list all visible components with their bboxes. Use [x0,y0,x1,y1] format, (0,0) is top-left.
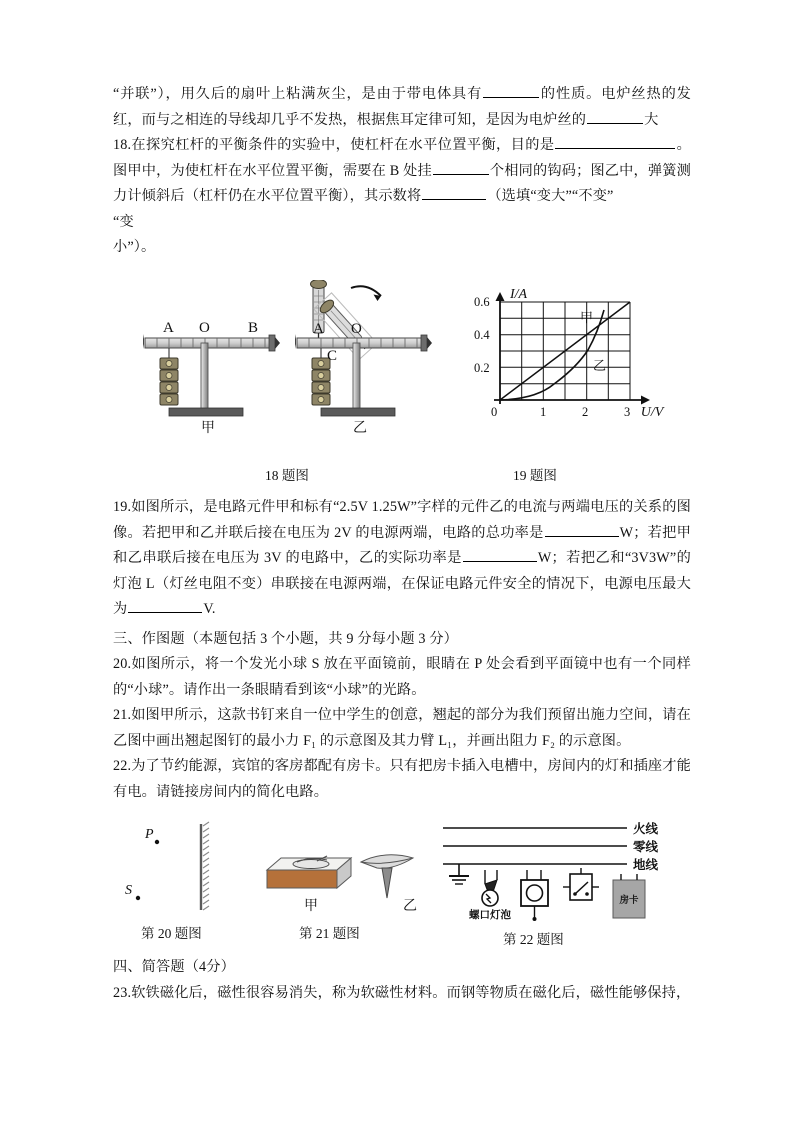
q18-seg2: 。图甲中，为使杠杆在水平位置平衡，需要在 B 处挂 [113,137,691,179]
section-3-title: 三、作图题（本题包括 3 个小题，共 9 分每小题 3 分） [113,630,459,647]
q19-number: 19. [113,499,132,515]
socket-symbol [521,870,548,921]
label-A: A [163,320,174,336]
tack-on-board [267,856,351,914]
label-tack-yi: 乙 [403,899,417,914]
q18-seg5: （选填“变大”“不变” [487,188,614,204]
earth-ground-symbol [449,864,469,884]
series-label-jia: 甲 [580,310,594,325]
label-room-card: 房卡 [619,895,639,906]
lever-apparatus-figure [143,280,443,450]
xtick-2: 2 [582,405,589,419]
ytick-0.2: 0.2 [474,361,490,375]
q19-seg7: 电压最大为 [113,575,691,617]
question-18-cont-b [113,235,691,261]
answer-blank[interactable] [555,134,675,149]
iv-characteristic-chart [458,280,673,445]
y-axis-label: I/A [510,287,528,302]
room-card-symbol [613,874,645,918]
label-screw-lamp: 螺口灯泡 [469,909,511,921]
q19-seg2: 的图像。若把甲和乙并联后接在电压为 2V 的电源两端，电路的总功率是 [113,499,691,541]
q19-seg8: V. [203,601,216,617]
thumbtack-figure [253,836,433,916]
q21-seg2: 在乙图中画出翘起图钉的最小力 F₁ 的示意图及其力臂 L₁，并画出阻力 F₂ 的示意图。 [113,707,691,749]
q22-seg1: 为了节约能源，宾馆的客房都配有房卡。只有把房卡插入电槽中，房间内的灯和插座 [131,758,663,774]
q18-seg7: 小”）。 [113,239,156,255]
q18-number: 18. [113,137,132,153]
weight-stack [312,358,330,405]
answer-blank[interactable] [433,160,489,175]
question-17-tail [113,82,691,133]
q19-seg3: W；若 [619,524,663,541]
question-22 [113,754,691,805]
household-circuit-figure [431,818,689,928]
section-4-title: 四、简答题（4分） [113,959,235,975]
q19-seg6: 3W”的灯泡 L（灯丝电阻不变）串联接在电源两端，在保证电路元件安全的情况下，电源 [113,550,691,592]
ytick-0.6: 0.6 [474,295,490,309]
rotation-arrow [351,286,381,296]
label-O: O [199,320,210,336]
text-block-bottom [113,955,691,1006]
label-C: C [327,348,338,364]
q19-seg4: 把甲和乙串联后接在电压为 3V 的电路中，乙的实际功率是 [113,524,691,566]
q18-seg1: 在探究杠杆的平衡条件的实验中，使杠杆在水平位置平衡，目的是 [131,137,555,153]
figure-caption-20: 第 20 题图 [141,926,202,941]
q21-seg1: 如图甲所示，这款书钉来自一位中学生的创意，翘起的部分为我们预留出施力空间，请 [131,707,677,723]
supply-rails [443,828,627,864]
q21-number: 21. [113,707,132,723]
label-B: B [248,320,259,336]
xtick-3: 3 [624,405,631,419]
question-20 [113,652,691,703]
ytick-0.4: 0.4 [474,328,490,342]
question-18 [113,133,691,210]
text-block-middle [113,495,691,805]
q17-line1b: 的性质。电炉丝热的发 [540,86,691,102]
label-live-wire: 火线 [633,822,659,836]
label-A2: A [313,321,324,337]
point-S-dot [136,896,140,900]
q17-line2b: 大 [644,111,659,128]
answer-blank[interactable] [545,522,619,537]
lever-jia [143,320,280,436]
xtick-1: 1 [540,405,547,419]
q23-number: 23. [113,984,132,1001]
answer-blank[interactable] [483,83,539,98]
mirror-hatching [203,822,209,910]
q18-seg3: 个相同的钩码；图乙中，弹簧 [489,162,677,179]
label-tack-jia: 甲 [304,899,318,914]
q20-seg1: 如图所示，将一个发光小球 S 放在平面镜前，眼睛在 P 处会看到平面镜中也有一个同样 [131,656,691,672]
y-axis-arrow [496,292,505,301]
q23-seg1: 软铁磁化后，磁性很容易消失，称为软磁性材料。而钢等物质在磁化后，磁性能够保持， [131,984,691,1001]
label-yi: 乙 [353,421,367,436]
screw-lamp-symbol [469,870,511,921]
label-jia: 甲 [201,421,215,436]
tack-side-view [361,855,417,914]
figure-caption-21: 第 21 题图 [299,926,360,941]
question-21 [113,703,691,754]
point-P-dot [155,840,159,844]
x-axis-label: U/V [640,405,664,420]
q22-number: 22. [113,758,132,774]
weight-stack [160,358,178,405]
label-P: P [145,827,154,842]
figure-caption-19: 19 题图 [513,468,557,483]
q18-seg4: 测力计倾斜后（杠杆仍在水平位置平衡），其示数将 [113,162,691,204]
question-18-cont-a [113,210,691,236]
label-S: S [125,883,132,898]
label-ground-wire: 地线 [633,858,659,872]
q20-number: 20. [113,656,132,672]
answer-blank[interactable] [422,185,486,200]
series-label-yi: 乙 [593,358,607,373]
q19-seg1: 如图所示，是电路元件甲和标有“2.5V 1.25W”字样的元件乙的电流与两端电压的关系 [131,499,663,515]
text-block-top [113,82,691,261]
figure-row-q18-q19 [113,278,691,488]
label-O2: O [351,321,362,337]
answer-blank[interactable] [463,547,537,562]
q17-line1a: “并联”），用久后的扇叶上粘满灰尘，是由于带电体具有 [113,86,483,102]
xtick-0: 0 [491,405,498,419]
q22-seg2: 才能有电。请链接房间内的简化电路。 [113,758,691,800]
q20-seg2: 的“小球”。请作出一条眼睛看到该“小球”的光路。 [113,681,426,698]
x-axis-arrow [641,396,650,405]
switch-symbol [563,868,599,900]
q19-seg5: W；若把乙和“3V [537,550,650,566]
figure-row-q20-q22 [113,818,691,946]
lever-yi [295,280,432,436]
figure-caption-22: 第 22 题图 [503,932,564,947]
q17-line2a: 红，而与之相连的导线却几乎不发热，根据焦耳定律可知，是因为电炉丝的 [113,111,587,128]
q18-seg6: “变 [113,213,134,230]
answer-blank[interactable] [587,109,643,124]
plane-mirror-figure [125,818,255,913]
answer-blank[interactable] [128,598,202,613]
question-19 [113,495,691,623]
figure-caption-18: 18 题图 [265,468,309,483]
label-neutral-wire: 零线 [633,840,659,854]
question-23 [113,981,691,1007]
